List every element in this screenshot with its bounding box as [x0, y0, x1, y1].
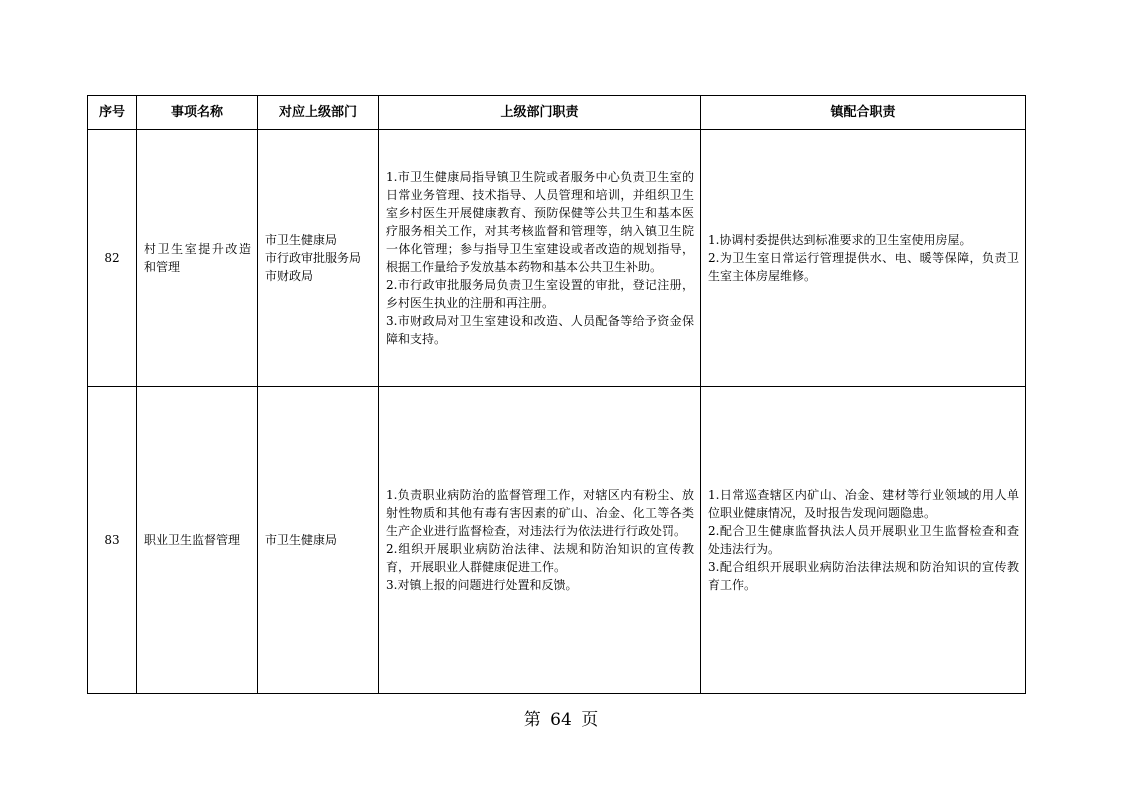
duty-paragraph: 1.协调村委提供达到标准要求的卫生室使用房屋。: [708, 233, 972, 247]
department-name: 市卫生健康局: [265, 233, 338, 247]
duty-paragraph: 2.市行政审批服务局负责卫生室设置的审批，登记注册，乡村医生执业的注册和再注册。: [386, 278, 694, 310]
row-upper-duties: [379, 387, 701, 694]
row-departments: [258, 387, 379, 694]
header-town-duties: 镇配合职责: [701, 96, 1026, 130]
duty-paragraph: 3.配合组织开展职业病防治法律法规和防治知识的宣传教育工作。: [708, 560, 1019, 592]
duty-paragraph: 3.对镇上报的问题进行处置和反馈。: [386, 578, 578, 592]
header-upper-duties: 上级部门职责: [379, 96, 701, 130]
page-number: 64: [550, 710, 572, 730]
row-item-name: [137, 130, 258, 387]
item-name-text: 村卫生室提升改造和管理: [144, 242, 251, 274]
duty-paragraph: 2.组织开展职业病防治法律、法规和防治知识的宣传教育，开展职业人群健康促进工作。: [386, 542, 694, 574]
duty-table: [87, 95, 1026, 694]
duty-paragraph: 1.市卫生健康局指导镇卫生院或者服务中心负责卫生室的日常业务管理、技术指导、人员管理和培训，并组织卫生室乡村医生开展健康教育、预防保健等公共卫生和基本医疗服务相关工作，对其考核监督和管理等，纳入镇卫生院一体化管理；参与指导卫生室建设或者改造的规划指导，根据工作量给予发放基本药物和基本公共卫生补助。: [386, 170, 694, 274]
header-item-name: 事项名称: [137, 96, 258, 130]
row-item-name: [137, 387, 258, 694]
header-seq: 序号: [88, 96, 137, 130]
row-town-duties: [701, 387, 1026, 694]
duty-paragraph: 1.日常巡查辖区内矿山、冶金、建材等行业领域的用人单位职业健康情况，及时报告发现问题隐患。: [708, 488, 1019, 520]
duty-paragraph: 1.负责职业病防治的监督管理工作，对辖区内有粉尘、放射性物质和其他有毒有害因素的矿山、冶金、化工等各类生产企业进行监督检查，对违法行为依法进行行政处罚。: [386, 488, 694, 538]
table-header-row: [88, 96, 1026, 130]
page-suffix: 页: [581, 710, 599, 730]
table-row: [88, 387, 1026, 694]
row-upper-duties: [379, 130, 701, 387]
row-seq: 82: [88, 130, 137, 387]
row-departments: [258, 130, 379, 387]
table-row: [88, 130, 1026, 387]
department-name: 市财政局: [265, 269, 314, 283]
row-seq: 83: [88, 387, 137, 694]
duty-paragraph: 3.市财政局对卫生室建设和改造、人员配备等给予资金保障和支持。: [386, 314, 694, 346]
duty-paragraph: 2.为卫生室日常运行管理提供水、电、暖等保障，负责卫生室主体房屋维修。: [708, 251, 1019, 283]
item-name-text: 职业卫生监督管理: [144, 533, 241, 547]
row-town-duties: [701, 130, 1026, 387]
department-name: 市行政审批服务局: [265, 251, 362, 265]
department-name: 市卫生健康局: [265, 533, 338, 547]
page-number-footer: [0, 708, 1122, 732]
header-department: 对应上级部门: [258, 96, 379, 130]
duty-paragraph: 2.配合卫生健康监督执法人员开展职业卫生监督检查和查处违法行为。: [708, 524, 1019, 556]
page-prefix: 第: [523, 710, 541, 730]
